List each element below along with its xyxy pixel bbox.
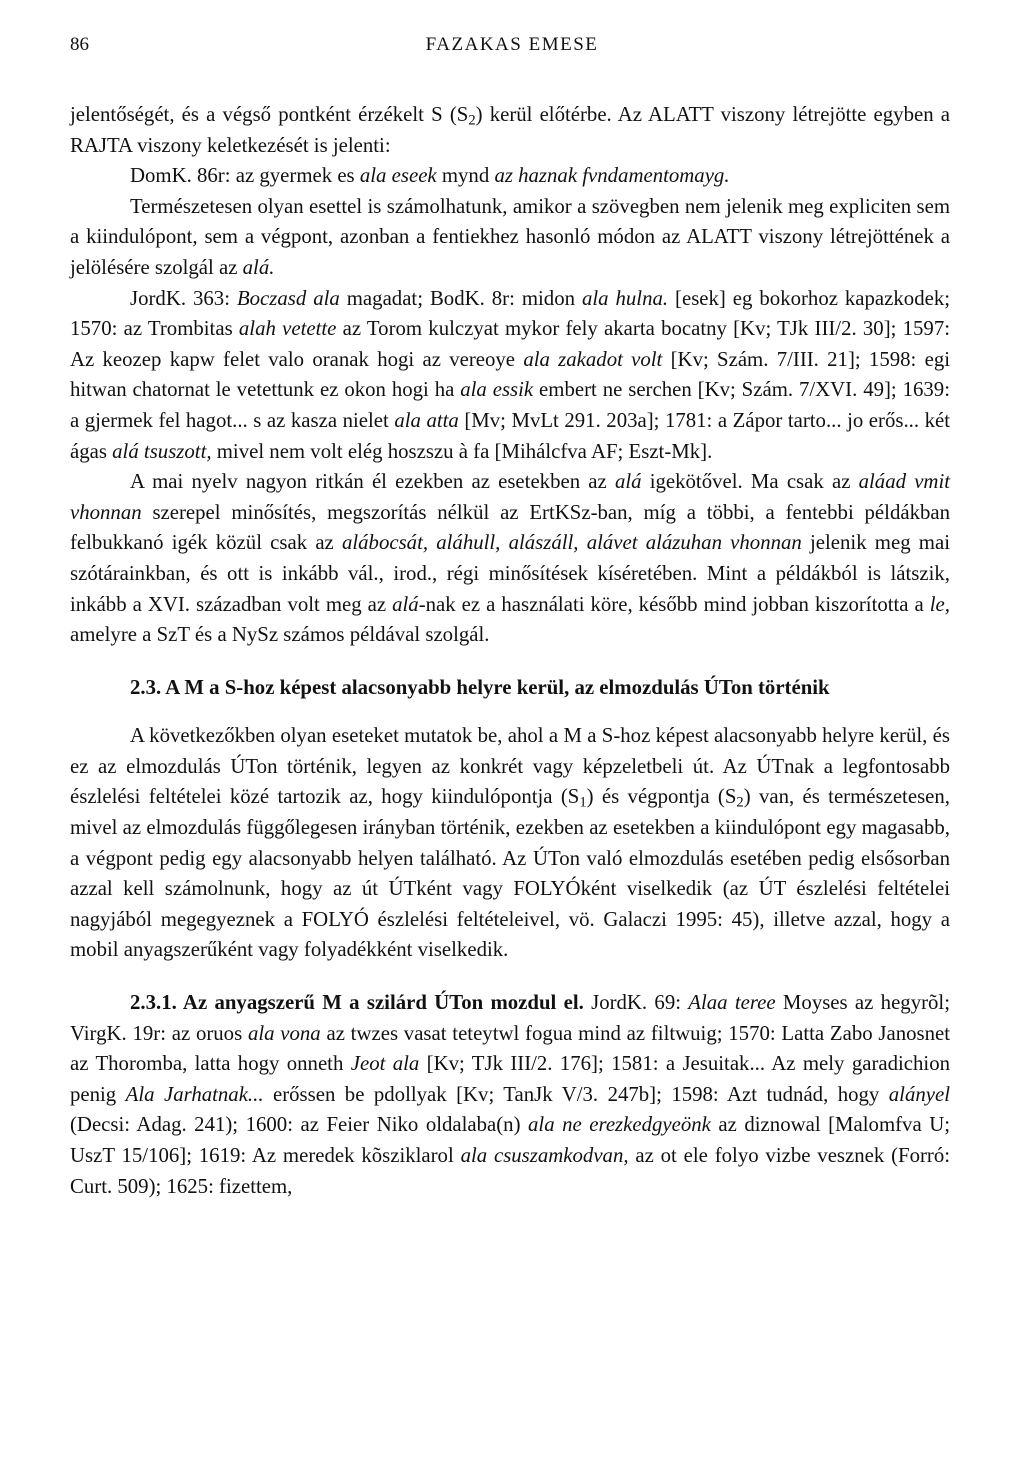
italic-text: ala csuszamkodvan, [460, 1144, 629, 1167]
italic-text: Alaa teree [688, 991, 776, 1015]
text-run: DomK. 86r: az gyermek es [130, 164, 360, 188]
text-run: ) és végpontja (S [586, 785, 737, 809]
body-text [70, 100, 950, 1202]
paragraph [70, 100, 950, 161]
text-run: (Decsi: Adag. 241); 1600: az Feier Niko oldalaba(n) [70, 1113, 529, 1137]
italic-text: ala vona [247, 1021, 321, 1045]
italic-text: alányel [888, 1082, 950, 1106]
text-run: embert ne serchen [Kv; Szám. 7/XVI. 49]; 1639: a gjermek fel hagot... s az kasza nielet [70, 378, 950, 432]
text-run: mynd [436, 164, 495, 188]
italic-text: Jeot ala [350, 1052, 420, 1076]
text-run: jelentőségét, és a végső pontként érzékelt S (S [70, 103, 469, 126]
text-run: ) kerül előtérbe. Az ALATT viszony létrejötte egyben a RAJTA viszony keletkezését is jelenti: [70, 103, 950, 157]
text-run: mivel nem volt elég hoszszu à fa [Mihálcfva AF; Eszt-Mk]. [211, 439, 713, 463]
subscript: 1 [579, 795, 587, 812]
text-run: [Kv; Szám. 7/III. 21]; 1598: egi hitwan chatornat le vetettunk ez okon hogi ha [70, 347, 950, 402]
italic-text: aláad vmit vhonnan [70, 470, 950, 524]
text-run: [esek] eg bokorhoz kapazkodek; 1570: az Trombitas [70, 286, 950, 341]
italic-text: ala ne erezkedgyeönk [528, 1113, 711, 1137]
paragraph [70, 161, 950, 192]
bold-text: 2.3.1. Az anyagszerű M a szilárd ÚTon mozdul el. [130, 991, 584, 1015]
text-run: igekötővel. Ma csak az [641, 470, 859, 494]
text-run: 2.3. A M a S-hoz képest alacsonyabb helyre kerül, az elmozdulás ÚTon történik [130, 675, 830, 699]
text-run: JordK. 363: [130, 286, 237, 310]
text-run: Moyses az hegyrõl; VirgK. 19r: az oruos [70, 991, 950, 1045]
text-run: ) van, és természetesen, mivel az elmozdulás függőlegesen irányban történik, ezekben az esetekben a kiindulópont egy magasabb, a végpont pedig egy alacsonyabb helyen található. Az ÚTon való elmozdulás esetében pedig elsősorban azzal kell számolnunk, hogy az út ÚTként vagy FOLYÓként viselkedik (az ÚT észlelési feltételei nagyjából megegyeznek a FOLYÓ észlelési feltételeivel, vö. Galaczi 1995: 45), illetve azzal, hogy a mobil anyagszerűként vagy folyadékként viselkedik. [70, 785, 950, 962]
italic-text: ala eseek [359, 164, 437, 188]
paragraph [70, 467, 950, 651]
italic-text: ala essik [460, 378, 534, 402]
italic-text: ala atta [394, 408, 459, 432]
subscript: 2 [736, 795, 744, 812]
text-run: jelenik meg mai szótárainkban, és ott is inkább vál., irod., régi minősítések kíséretében. Mint a példákból is látszik, inkább a XVI. században volt meg az [70, 531, 950, 616]
text-run: az diznowal [Malomfva U; UszT 15/106]; 1619: Az meredek kõsziklarol [70, 1113, 950, 1167]
italic-text: Boczasd ala [236, 286, 340, 310]
italic-text: alábocsát, aláhull, alászáll, alávet alázuhan vhonnan [341, 531, 802, 555]
text-run: az Torom kulczyat mykor fely akarta bocatny [Kv; TJk III/2. 30]; 1597: Az keozep kapw felet valo oranak hogi az vereoye [70, 317, 951, 371]
text-run: -nak ez a használati köre, később mind jobban kiszorította a [418, 592, 930, 616]
text-run: amelyre a SzT és a NySz számos példával szolgál. [70, 623, 490, 647]
text-run: [Mv; MvLt 291. 203a]; 1781: a Zápor tarto... jo erős... két ágas [70, 408, 950, 463]
italic-text: az haznak fvndamentomayg. [494, 164, 730, 188]
section-heading [70, 673, 950, 704]
italic-text: alah vetette [238, 317, 337, 341]
text-run: Természetesen olyan esettel is számolhatunk, amikor a szövegben nem jelenik meg expliciten sem a kiindulópont, sem a végpont, azonban a fentiekhez hasonló módon az ALATT viszony létrejöttének a jelölésére szolgál az [70, 194, 950, 279]
running-head: FAZAKAS EMESE [425, 34, 599, 55]
paragraph [70, 284, 950, 468]
italic-text: le, [929, 592, 950, 616]
text-run: magadat; BodK. 8r: midon [339, 286, 582, 310]
page-number: 86 [70, 34, 89, 55]
italic-text: alá [392, 592, 419, 616]
text-run: szerepel minősítés, megszorítás nélkül az ErtKSz-ban, míg a többi, a fentebbi példákban felbukkanó igék közül csak az [70, 500, 950, 555]
italic-text: ala zakadot volt [523, 347, 663, 371]
italic-text: Ala Jarhatnak... [125, 1082, 264, 1106]
text-run: erőssen be pdollyak [Kv; TanJk V/3. 247b]; 1598: Azt tudnád, hogy [263, 1082, 889, 1106]
text-run: A mai nyelv nagyon ritkán él ezekben az esetekben az [130, 470, 615, 494]
subsection-paragraph [70, 988, 950, 1202]
italic-text: alá. [242, 255, 275, 279]
italic-text: ala hulna. [581, 286, 669, 310]
page-header [70, 34, 954, 62]
text-run: az ot ele folyo vizbe vesznek (Forró: Curt. 509); 1625: fizettem, [70, 1144, 951, 1198]
subscript: 2 [468, 112, 476, 129]
text-run: az twzes vasat teteytwl fogua mind az filtwuig; 1570: Latta Zabo Janosnet az Thoromba, latta hogy onneth [70, 1021, 950, 1076]
text-run: JordK. 69: [583, 991, 689, 1015]
italic-text: alá [614, 470, 642, 494]
text-run: [Kv; TJk III/2. 176]; 1581: a Jesuitak... Az mely garadichion penig [70, 1052, 950, 1106]
paragraph [70, 721, 950, 966]
italic-text: alá tsuszott, [112, 439, 212, 463]
paragraph [70, 192, 950, 284]
text-run: A következőkben olyan eseteket mutatok be, ahol a M a S-hoz képest alacsonyabb helyre kerül, és ez az elmozdulás ÚTon történik, legyen az konkrét vagy képzeletbeli út. Az ÚTnak a legfontosabb észlelési feltételei közé tartozik az, hogy kiindulópontja (S [70, 724, 950, 809]
